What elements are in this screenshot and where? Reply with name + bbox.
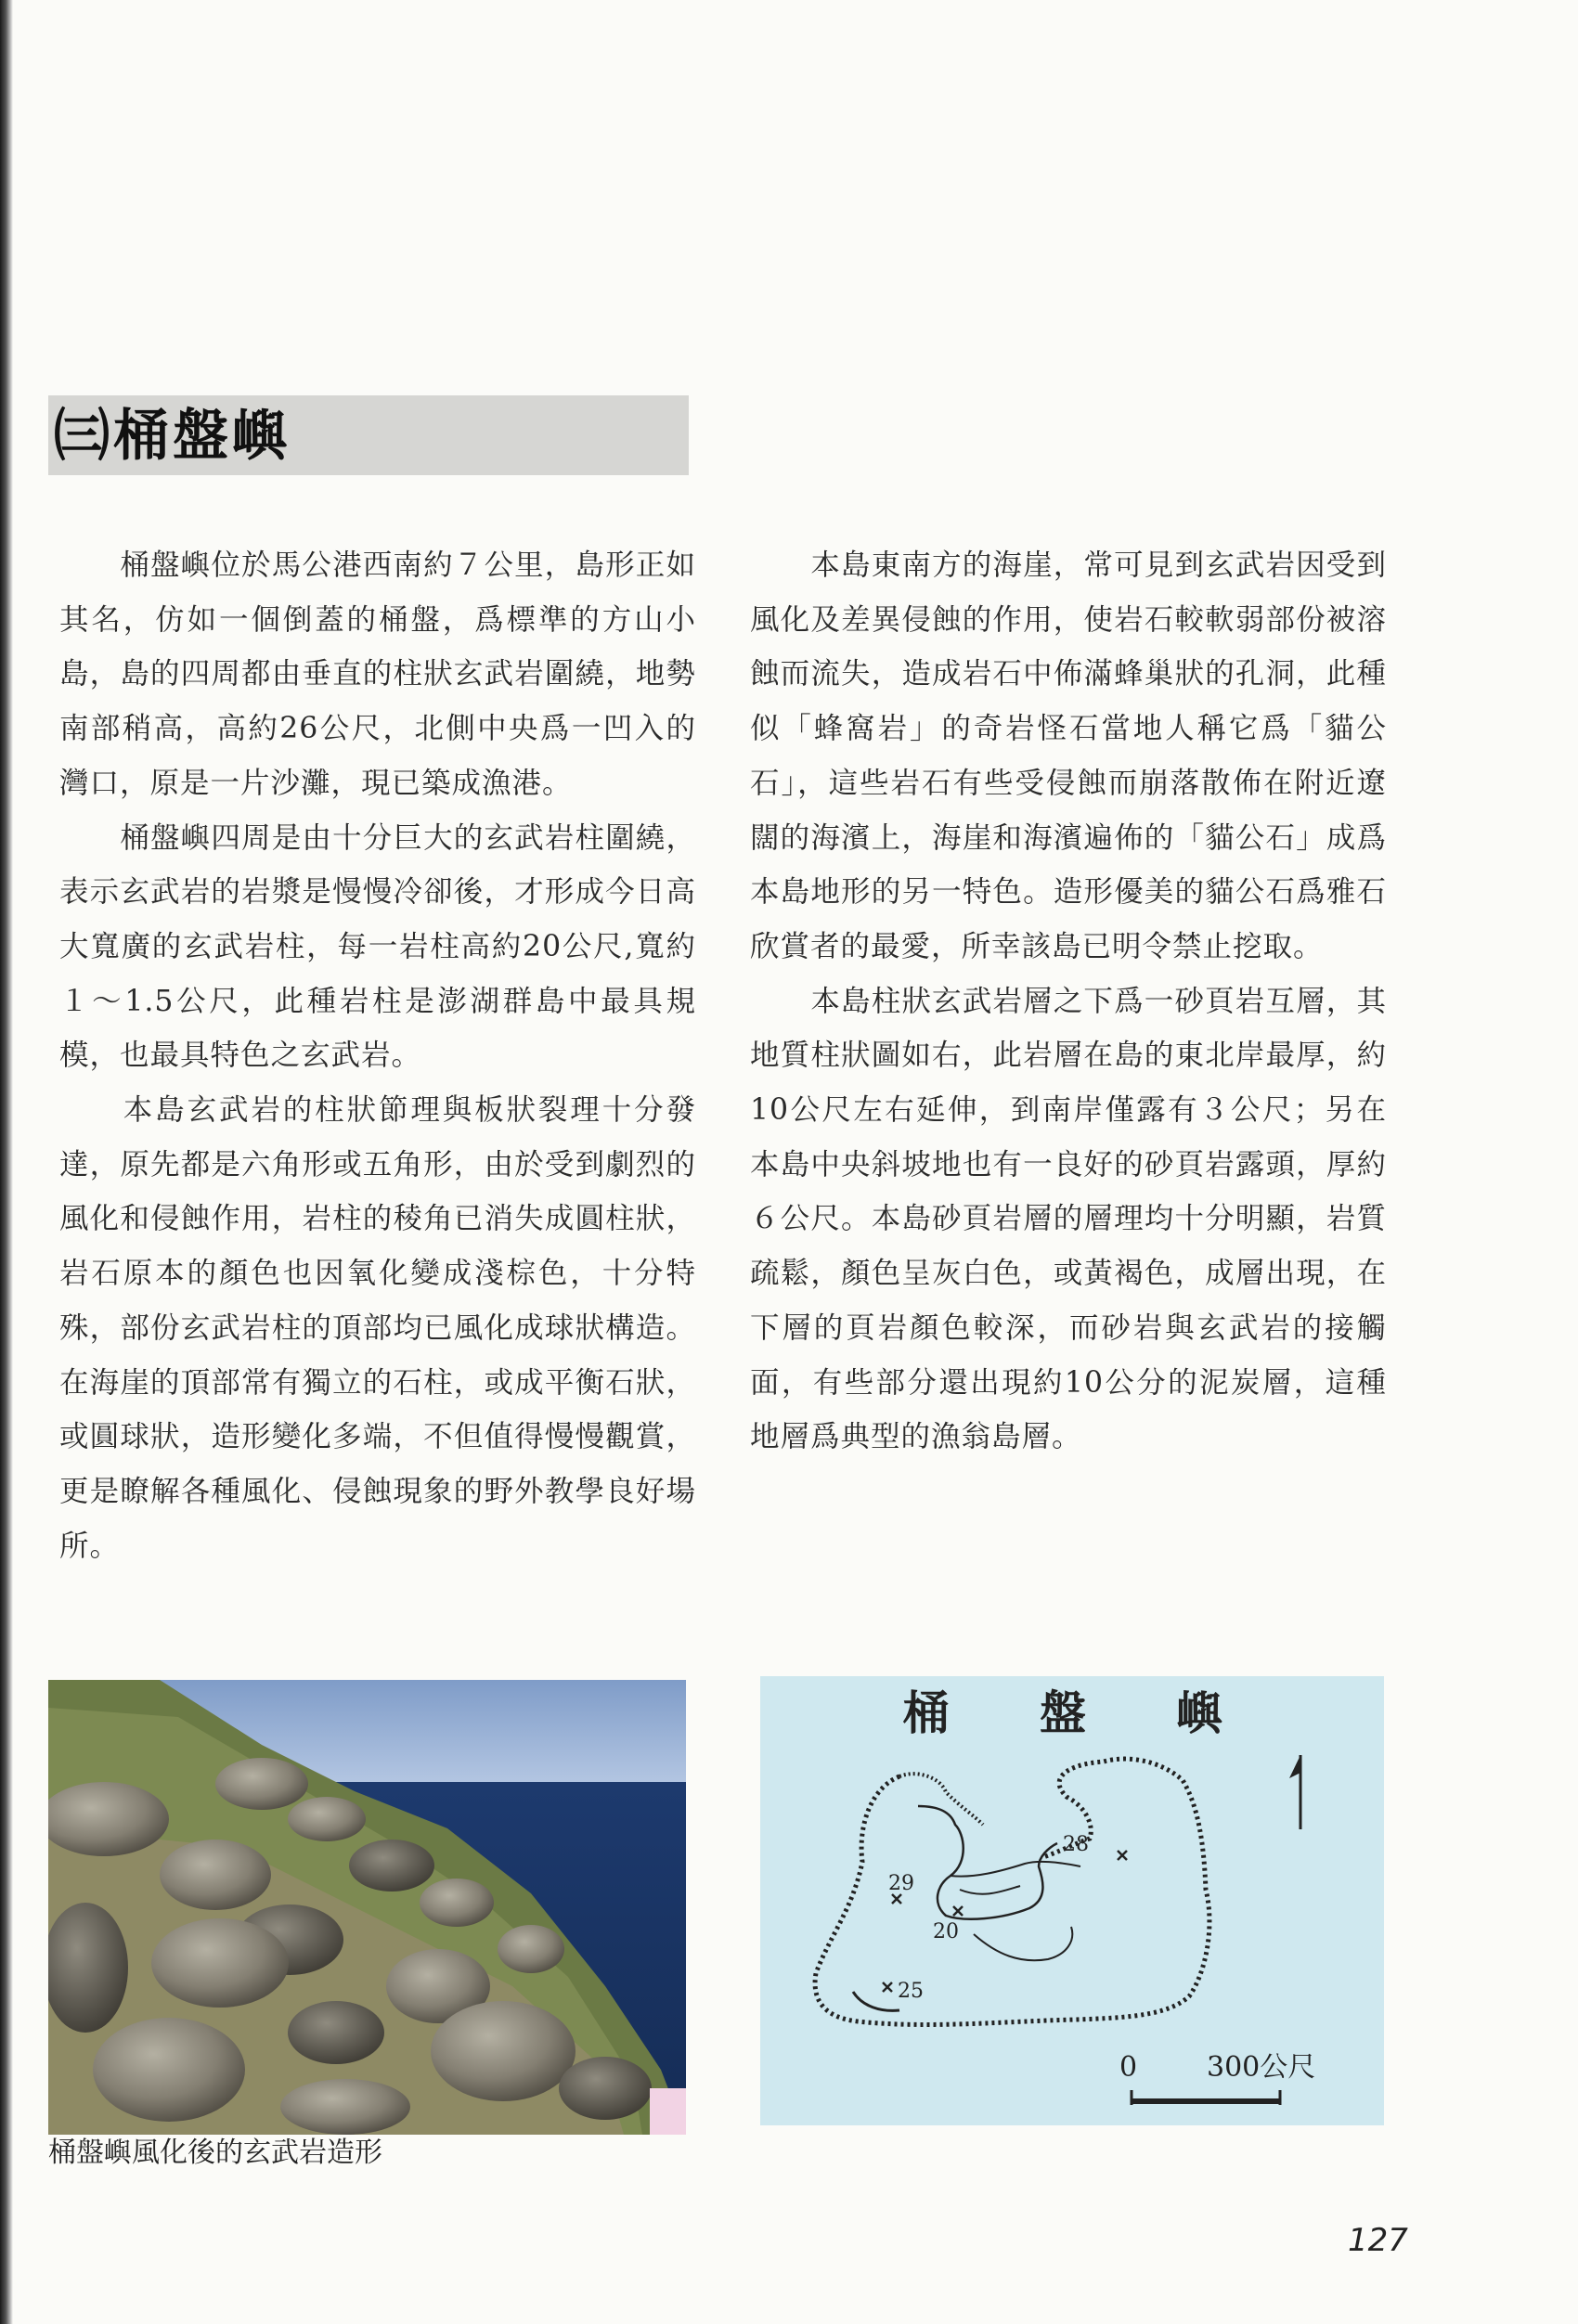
paragraph: 桶盤嶼位於馬公港西南約７公里，島形正如其名，仿如一個倒蓋的桶盤，爲標準的方山小島，島的四周都由垂直的柱狀玄武岩圍繞，地勢南部稍高，高約26公尺，北側中央爲一凹入的灣口，原是一片沙灘，現已築成漁港。 (59, 549, 696, 800)
elevation-label: 29 (888, 1872, 914, 1895)
paragraph: 本島玄武岩的柱狀節理與板狀裂理十分發達，原先都是六角形或五角形，由於受到劇烈的風化和侵蝕作用，岩柱的稜角已消失成圓柱狀，岩石原本的顏色也因氧化變成淺棕色，十分特殊，部份玄武岩柱的頂部均已風化成球狀構造。在海崖的頂部常有獨立的石柱，或成平衡石狀，或圓球狀，造形變化多端，不但值得慢慢觀賞，更是瞭解各種風化、侵蝕現象的野外教學良好場所。 (59, 1093, 696, 1563)
basalt-boulders-photo (48, 1680, 686, 2135)
paragraph: 桶盤嶼四周是由十分巨大的玄武岩柱圍繞，表示玄武岩的岩漿是慢慢冷卻後，才形成今日高大寬廣的玄武岩柱，每一岩柱高約20公尺,寬約１～1.5公尺，此種岩柱是澎湖群島中最具規模，也最具特色之玄武岩。 (59, 820, 696, 1073)
elevation-label: 25 (898, 1980, 924, 2003)
page-number: 127 (1348, 2222, 1408, 2259)
left-text-column (59, 538, 696, 1573)
paragraph: 本島東南方的海崖，常可見到玄武岩因受到風化及差異侵蝕的作用，使岩石較軟弱部份被溶蝕而流失，造成岩石中佈滿蜂巢狀的孔洞，此種似「蜂窩岩」的奇岩怪石當地人稱它爲「貓公石」，這些岩石有些受侵蝕而崩落散佈在附近遼闊的海濱上，海崖和海濱遍佈的「貓公石」成爲本島地形的另一特色。造形優美的貓公石爲雅石欣賞者的最愛，所幸該島已明令禁止挖取。 (750, 549, 1387, 963)
north-arrow-icon (1289, 1755, 1300, 1829)
paragraph: 本島柱狀玄武岩層之下爲一砂頁岩互層，其地質柱狀圖如右，此岩層在島的東北岸最厚，約10公尺左右延伸，到南岸僅露有３公尺；另在本島中央斜坡地也有一良好的砂頁岩露頭，厚約６公尺。本島砂頁岩層的層理均十分明顯，岩質疏鬆，顏色呈灰白色，或黃褐色，成層出現，在下層的頁岩顏色較深，而砂岩與玄武岩的接觸面，有些部分還出現約10公分的泥炭層，這種地層爲典型的漁翁島層。 (750, 984, 1387, 1454)
island-outline (815, 1759, 1209, 2024)
elevation-markers (883, 1851, 1127, 1992)
page-binding-edge (0, 0, 13, 2324)
right-text-column (750, 538, 1387, 1465)
scale-bar (1132, 2090, 1280, 2105)
section-title: ㈢桶盤嶼 (54, 404, 291, 469)
scale-start-label: 0 (1119, 2051, 1138, 2084)
map-title: 桶 盤 嶼 (902, 1686, 1261, 1740)
elevation-label: 28 (1063, 1833, 1089, 1856)
elevation-label: 20 (933, 1920, 959, 1943)
scale-end-label: 300公尺 (1207, 2051, 1316, 2084)
photo-caption: 桶盤嶼風化後的玄武岩造形 (48, 2137, 382, 2169)
